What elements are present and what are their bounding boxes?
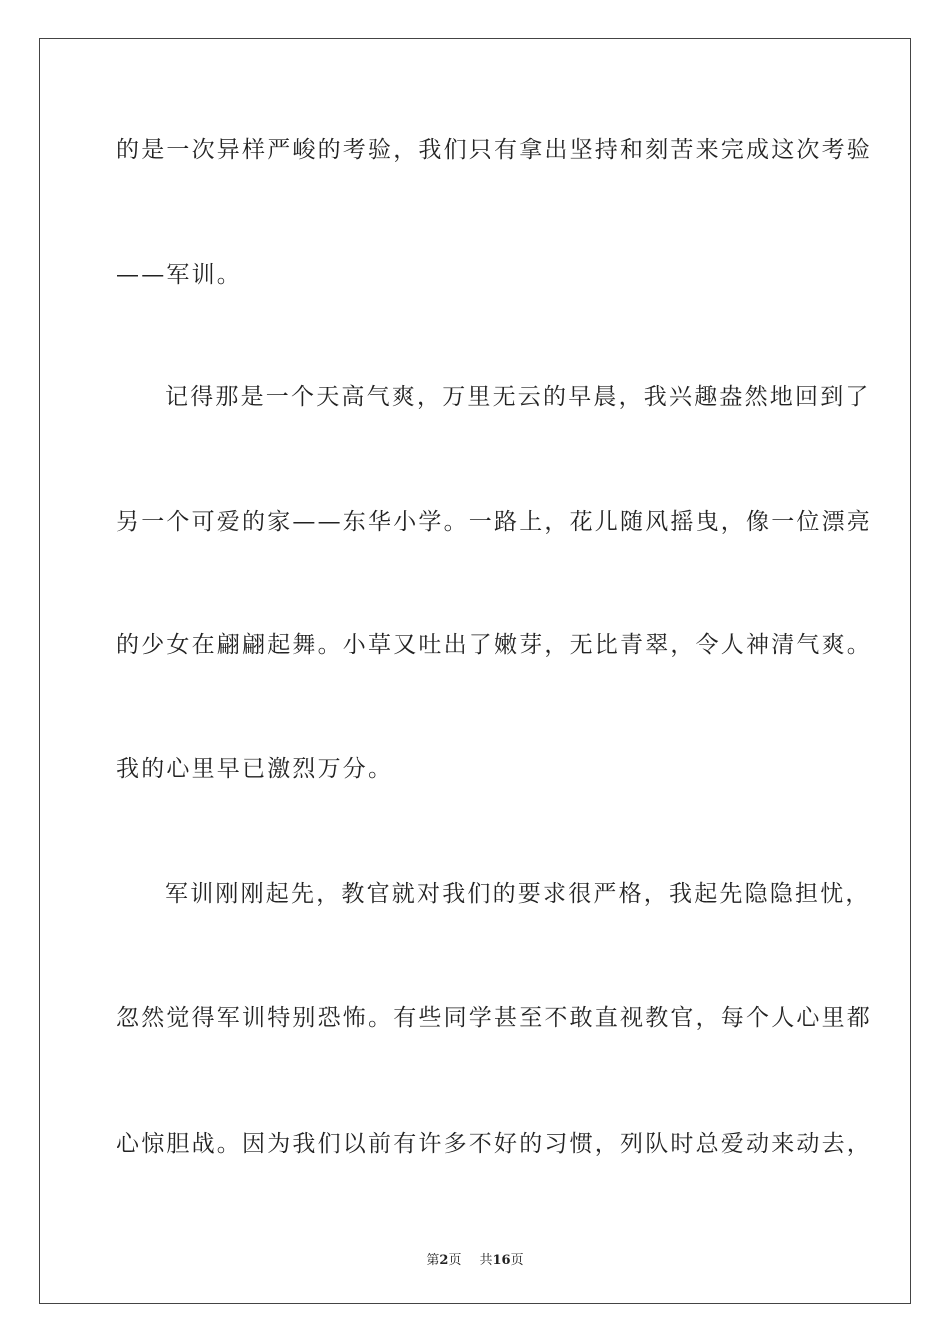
text-line-8: 忽然觉得军训特别恐怖。有些同学甚至不敢直视教官，每个人心里都 [116, 1005, 872, 1031]
total-prefix: 共 [479, 1253, 493, 1268]
page-number: 2 [439, 1253, 449, 1268]
total-suffix: 页 [510, 1253, 524, 1268]
paragraph-start-line-3: 记得那是一个天高气爽，万里无云的早晨，我兴趣盎然地回到了 [165, 384, 871, 410]
total-pages: 16 [492, 1253, 511, 1268]
page-suffix: 页 [448, 1253, 462, 1268]
page-footer [0, 1249, 950, 1268]
text-line-4: 另一个可爱的家——东华小学。一路上，花儿随风摇曳，像一位漂亮 [116, 509, 872, 535]
text-line-9: 心惊胆战。因为我们以前有许多不好的习惯，列队时总爱动来动去， [116, 1131, 872, 1157]
text-line-2: ——军训。 [116, 262, 242, 288]
text-line-5: 的少女在翩翩起舞。小草又吐出了嫩芽，无比青翠，令人神清气爽。 [116, 632, 872, 658]
text-line-6: 我的心里早已激烈万分。 [116, 756, 394, 782]
text-line-1: 的是一次异样严峻的考验，我们只有拿出坚持和刻苦来完成这次考验 [116, 137, 872, 163]
page-prefix: 第 [426, 1253, 440, 1268]
paragraph-start-line-7: 军训刚刚起先，教官就对我们的要求很严格，我起先隐隐担忧， [165, 881, 871, 907]
page-border [39, 38, 911, 1304]
